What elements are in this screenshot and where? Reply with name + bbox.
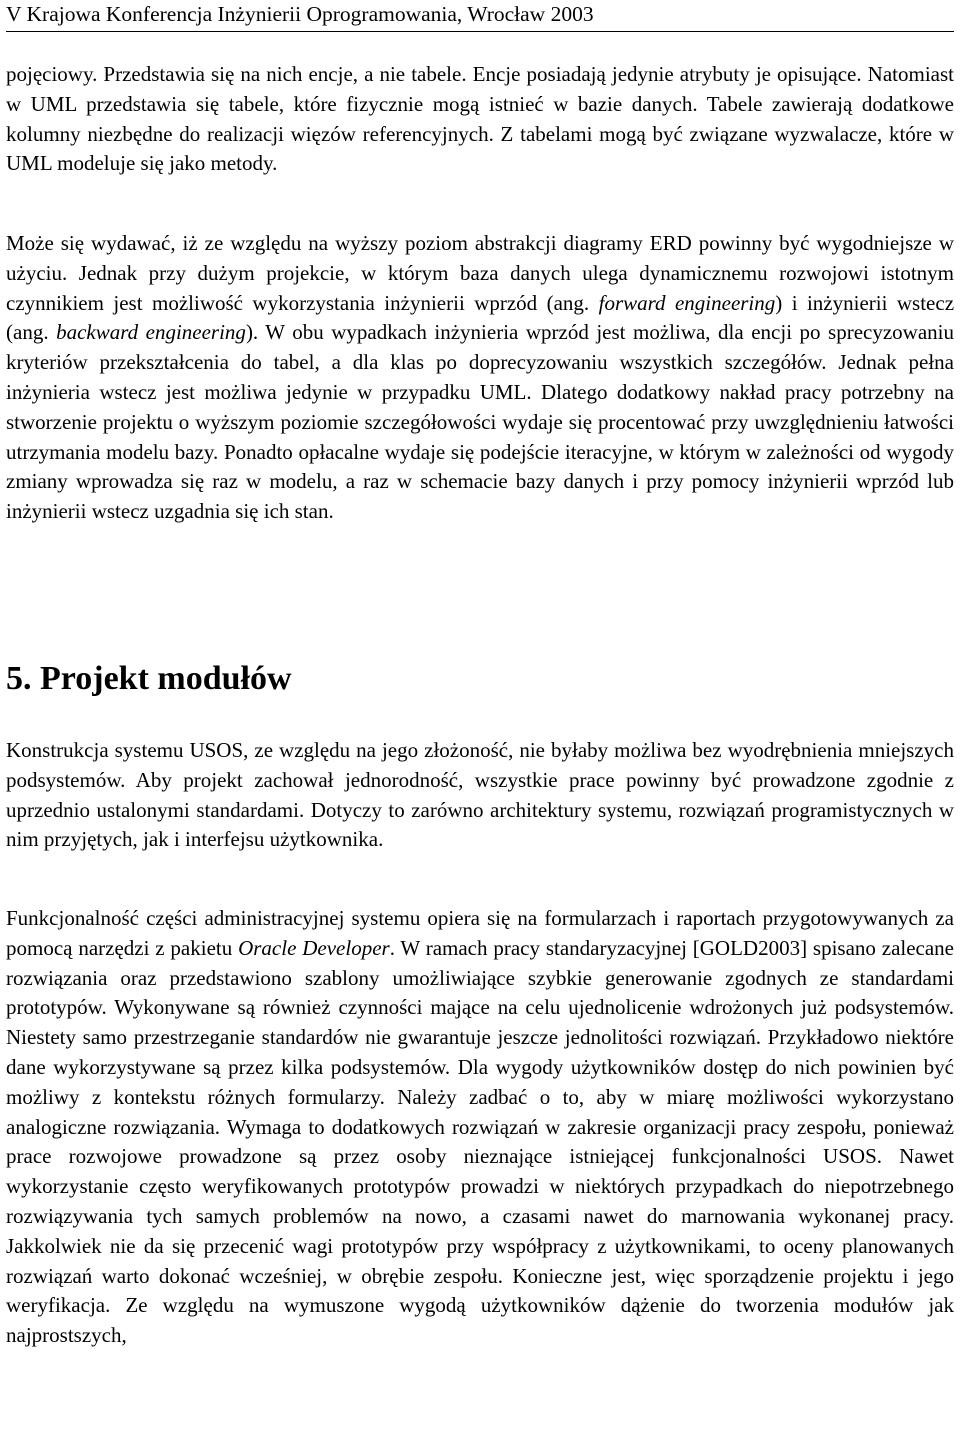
term-backward-engineering: backward engineering — [56, 320, 246, 345]
running-header: V Krajowa Konferencja Inżynierii Oprogramowania, Wrocław 2003 — [6, 2, 594, 26]
term-forward-engineering: forward engineering — [598, 290, 776, 315]
paragraph-forward-backward-engineering — [6, 229, 954, 527]
term-oracle-developer: Oracle Developer — [238, 935, 390, 960]
paragraph-text: ). W obu wypadkach inżynieria wprzód jest możliwa, dla encji po sprecyzowaniu kryteriów przekształcenia do tabel, a dla klas po doprecyzowaniu wszystkich szczegółów. Jednak pełna inżynieria wstecz jest możliwa jedynie w przypadku UML. Dlatego dodatkowy nakład pracy potrzebny na stworzenie projektu o wyższym poziomie szczegółowości wydaje się procentować przy uwzględnieniu łatwości utrzymania modelu bazy. Ponadto opłacalne wydaje się podejście iteracyjne, w którym w zależności od wygody zmiany wprowadza się raz w modelu, a raz w schemacie bazy danych i przy pomocy inżynierii wprzód lub inżynierii wstecz uzgadnia się ich stan. — [6, 320, 954, 524]
paragraph-text: Może się wydawać, iż ze względu na wyższy poziom abstrakcji diagramy ERD powinny być wygodniejsze w użyciu. Jednak przy dużym projekcie, w którym baza danych ulega dynamicznemu rozwojowi istotnym czynnikiem jest możliwość wykorzystania inżynierii wprzód (ang. — [6, 231, 954, 315]
paragraph-text: Funkcjonalność części administracyjnej systemu opiera się na formularzach i raportach przygotowywanych za pomocą narzędzi z pakietu — [6, 906, 954, 960]
section-heading: 5. Projekt modułów — [6, 660, 292, 697]
paragraph-text: . W ramach pracy standaryzacyjnej [GOLD2003] spisano zalecane rozwiązania oraz przedstawiono szablony umożliwiające szybkie generowanie zgodnych ze standardami prototypów. Wykonywane są również czynności mające na celu ujednolicenie wdrożonych już podsystemów. Niestety samo przestrzeganie standardów nie gwarantuje jeszcze jednolitości rozwiązań. Przykładowo niektóre dane wykorzystywane są przez kilka podsystemów. Dla wygody użytkowników dostęp do nich powinien być możliwy z kontekstu różnych formularzy. Należy zadbać o to, aby w miarę możliwości wykorzystano analogiczne rozwiązania. Wymaga to dodatkowych rozwiązań w zakresie organizacji pracy zespołu, ponieważ prace rozwojowe prowadzone są przez osoby nieznające istniejącej funkcjonalności USOS. Nawet wykorzystanie często weryfikowanych prototypów prowadzi w niektórych przypadkach do niepotrzebnego rozwiązywania tych samych problemów na nowo, a czasami nawet do marnowania wykonanej pracy. Jakkolwiek nie da się przecenić wagi prototypów przy współpracy z użytkownikami, to oceny planowanych rozwiązań warto dokonać wcześniej, w obrębie zespołu. Konieczne jest, więc sporządzenie projektu i jego weryfikacja. Ze względu na wymuszone wygodą użytkowników dążenie do tworzenia modułów jak najprostszych, — [6, 935, 955, 1348]
paragraph-erd-vs-uml: pojęciowy. Przedstawia się na nich encje, a nie tabele. Encje posiadają jedynie atrybuty je opisujące. Natomiast w UML przedstawia się tabele, które fizycznie mogą istnieć w bazie danych. Tabele zawierają dodatkowe kolumny niezbędne do realizacji więzów referencyjnych. Z tabelami mogą być związane wyzwalacze, które w UML modeluje się jako metody. — [6, 62, 954, 176]
paragraph-usos-construction: Konstrukcja systemu USOS, ze względu na jego złożoność, nie byłaby możliwa bez wyodrębnienia mniejszych podsystemów. Aby projekt zachował jednorodność, wszystkie prace powinny być prowadzone zgodnie z uprzednio ustalonymi standardami. Dotyczy to zarówno architektury systemu, rozwiązań programistycznych w nim przyjętych, jak i interfejsu użytkownika. — [6, 738, 954, 852]
paragraph-administrative-functionality — [6, 904, 954, 1351]
header-rule — [6, 31, 954, 32]
paragraph-text: ) i inżynierii wstecz (ang. — [6, 290, 955, 345]
